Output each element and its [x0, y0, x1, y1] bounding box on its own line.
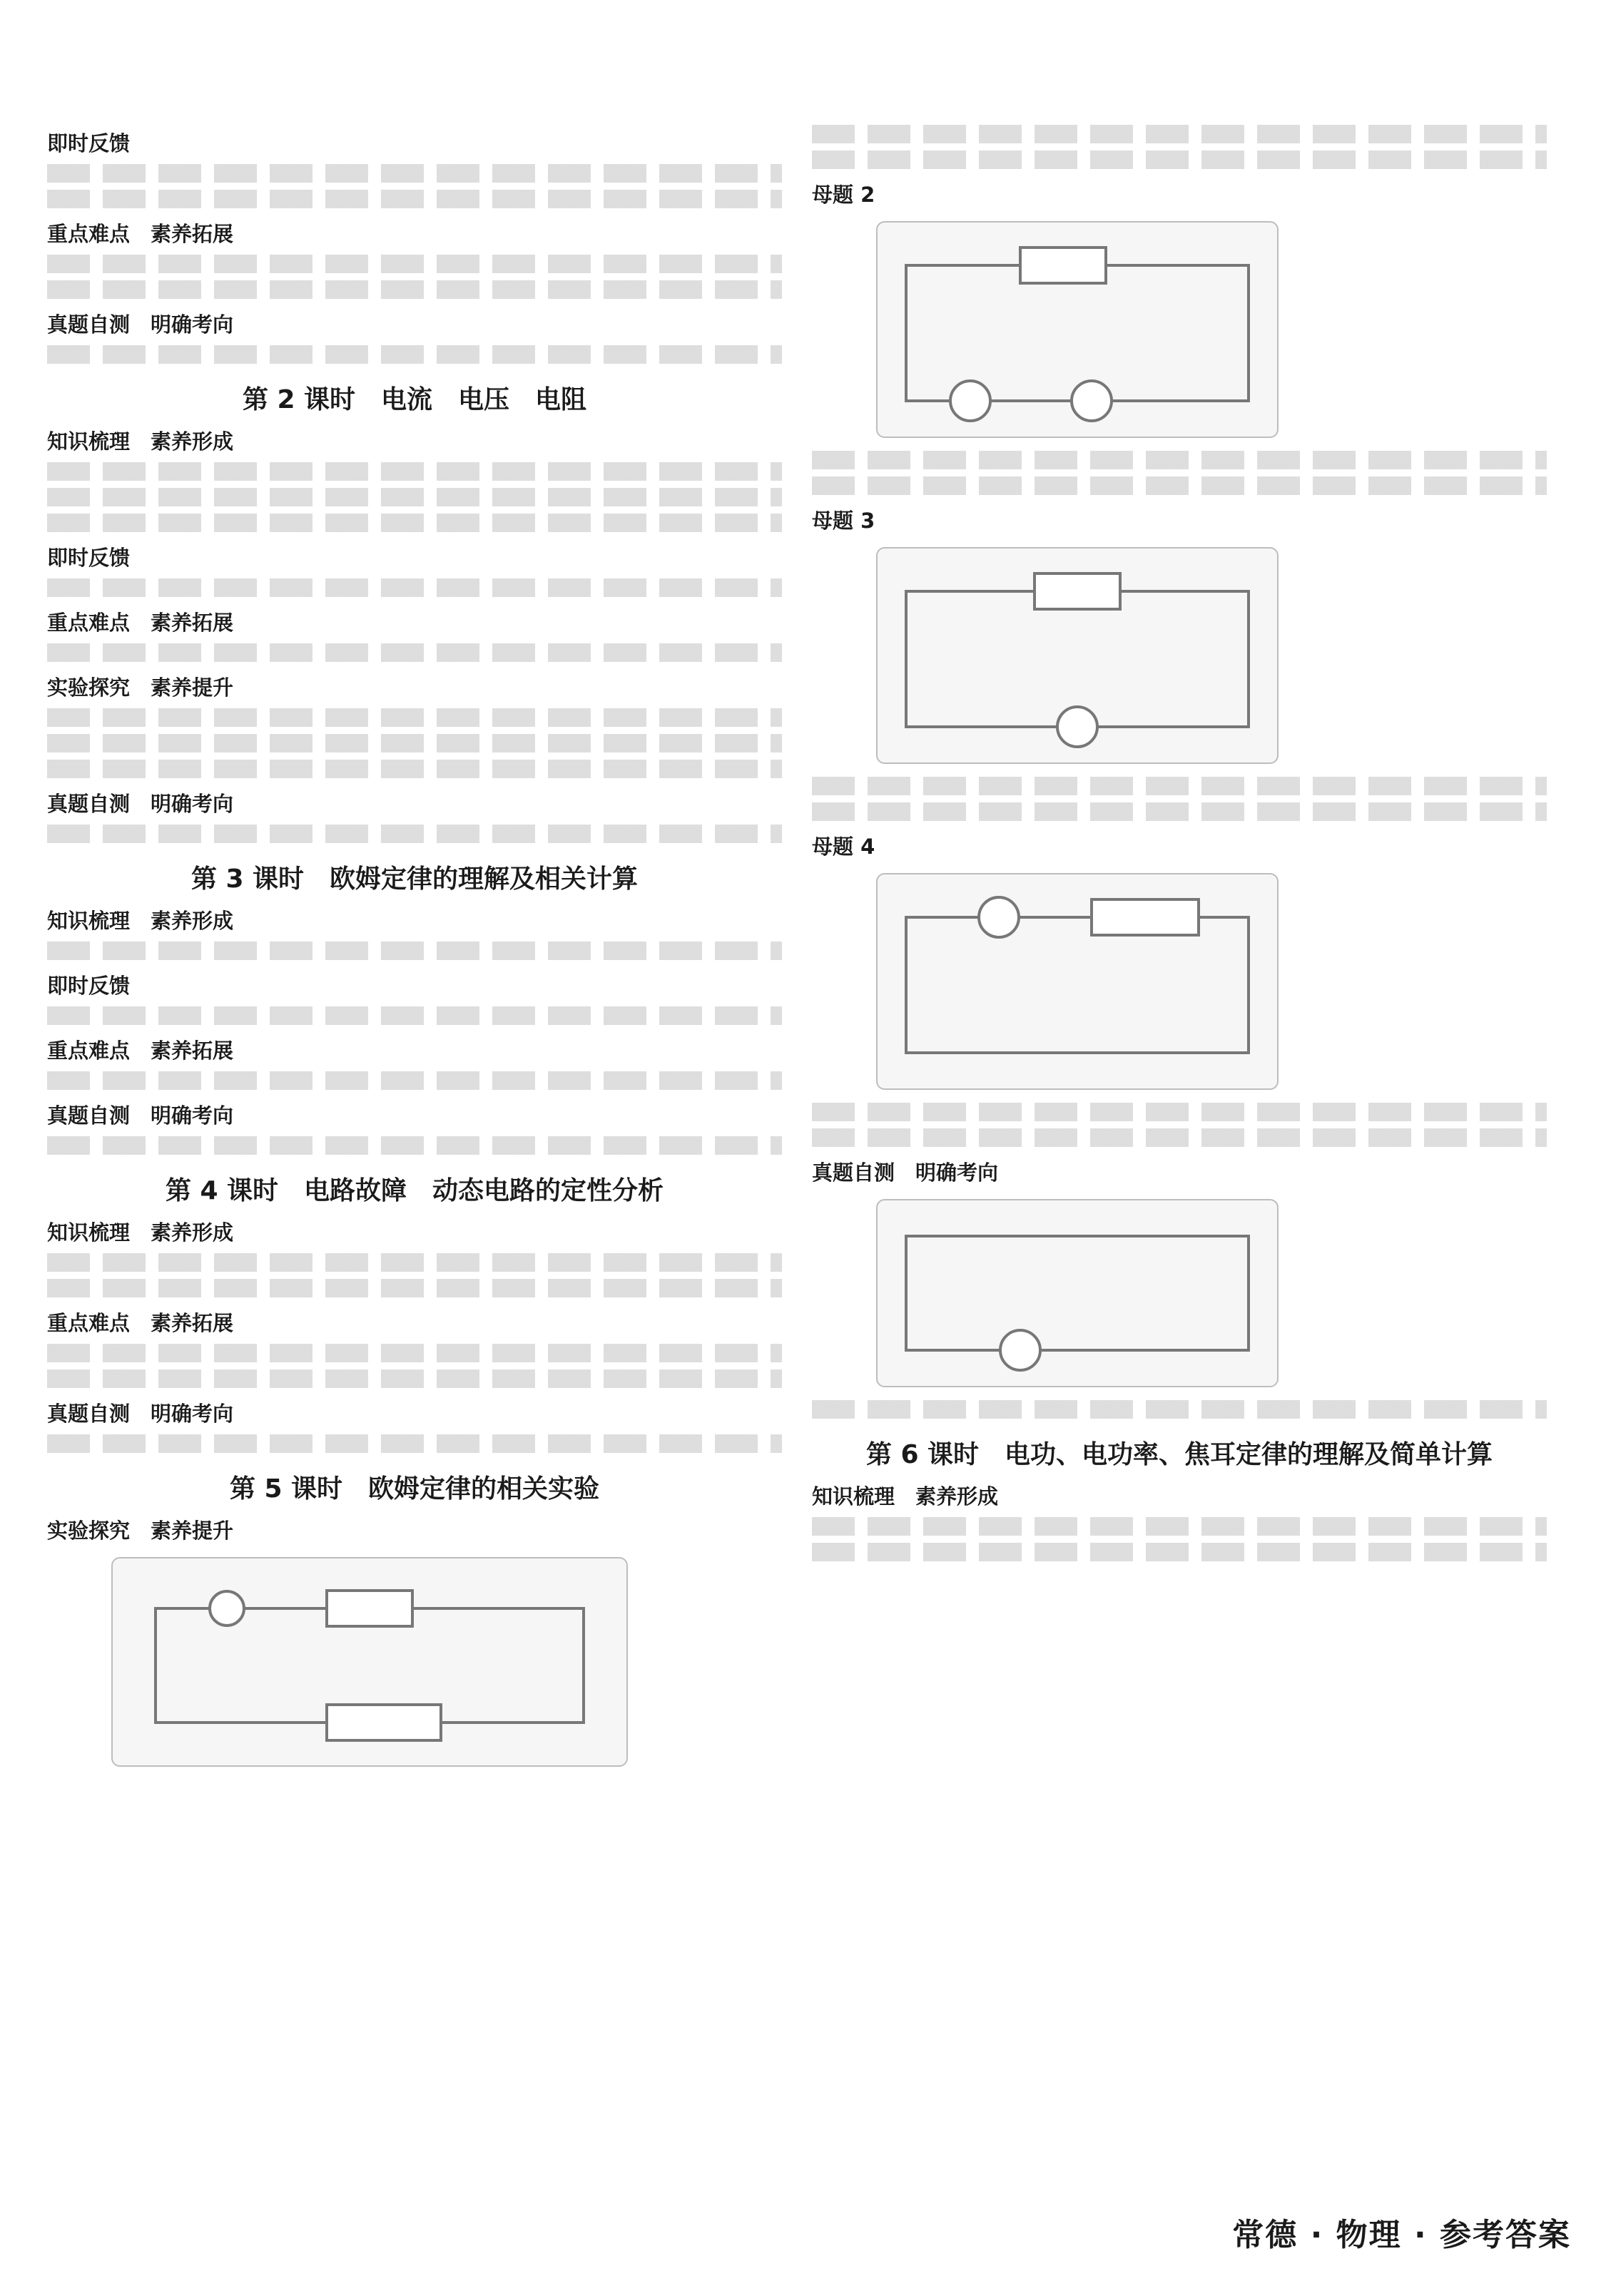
lesson-title: 第 6 课时 电功、电功率、焦耳定律的理解及简单计算 [865, 1440, 1493, 1469]
circuit-diagram-figure [876, 1199, 1279, 1387]
illegible-text-line [47, 825, 782, 843]
section-heading: 即时反馈 [47, 546, 131, 570]
lesson-title: 第 5 课时 欧姆定律的相关实验 [229, 1474, 600, 1504]
illegible-text-line [47, 1136, 782, 1155]
circuit-diagram-placeholder-icon [878, 1200, 1277, 1386]
left-column [47, 118, 782, 1780]
illegible-text-line [47, 1344, 782, 1362]
circuit-diagram-placeholder-icon [113, 1558, 626, 1765]
circuit-diagram-figure [876, 221, 1279, 438]
section-heading: 重点难点 素养拓展 [47, 611, 234, 635]
section-heading: 真题自测 明确考向 [47, 1402, 234, 1426]
illegible-text-line [812, 125, 1547, 143]
illegible-text-line [47, 578, 782, 597]
illegible-text-line [47, 1071, 782, 1090]
illegible-text-line [47, 190, 782, 208]
illegible-text-line [812, 1543, 1547, 1561]
section-heading: 真题自测 明确考向 [47, 792, 234, 816]
circuit-diagram-placeholder-icon [878, 549, 1277, 762]
section-heading: 重点难点 素养拓展 [47, 1039, 234, 1063]
section-heading: 母题 4 [812, 835, 875, 859]
illegible-text-line [812, 802, 1547, 821]
section-heading: 知识梳理 素养形成 [812, 1484, 999, 1509]
illegible-text-line [47, 462, 782, 481]
circuit-diagram-placeholder-icon [878, 874, 1277, 1088]
illegible-text-line [47, 1279, 782, 1297]
section-heading: 实验探究 素养提升 [47, 675, 234, 700]
circuit-diagram-figure [876, 547, 1279, 764]
lesson-title: 第 3 课时 欧姆定律的理解及相关计算 [190, 864, 639, 894]
section-heading: 母题 3 [812, 509, 875, 533]
circuit-diagram-placeholder-icon [878, 223, 1277, 437]
section-heading: 实验探究 素养提升 [47, 1519, 234, 1543]
section-heading: 母题 2 [812, 183, 875, 207]
section-heading: 真题自测 明确考向 [47, 1103, 234, 1128]
section-heading: 重点难点 素养拓展 [47, 222, 234, 246]
section-heading: 真题自测 明确考向 [812, 1160, 999, 1185]
illegible-text-line [47, 942, 782, 960]
illegible-text-line [812, 451, 1547, 469]
illegible-text-line [812, 476, 1547, 495]
illegible-text-line [812, 777, 1547, 795]
section-heading: 重点难点 素养拓展 [47, 1311, 234, 1335]
illegible-text-line [812, 150, 1547, 169]
illegible-text-line [47, 488, 782, 506]
illegible-text-line [47, 1253, 782, 1272]
illegible-text-line [47, 345, 782, 364]
circuit-diagram-figure [111, 1557, 628, 1767]
illegible-text-line [47, 280, 782, 299]
illegible-text-line [47, 1369, 782, 1388]
right-column [812, 118, 1547, 1568]
illegible-text-line [47, 255, 782, 273]
illegible-text-line [812, 1400, 1547, 1419]
illegible-text-line [812, 1103, 1547, 1121]
illegible-text-line [47, 734, 782, 752]
illegible-text-line [47, 643, 782, 662]
section-heading: 知识梳理 素养形成 [47, 909, 234, 933]
illegible-text-line [47, 1006, 782, 1025]
section-heading: 真题自测 明确考向 [47, 312, 234, 337]
illegible-text-line [47, 708, 782, 727]
lesson-title: 第 2 课时 电流 电压 电阻 [242, 385, 587, 414]
illegible-text-line [47, 514, 782, 532]
illegible-text-line [47, 164, 782, 183]
circuit-diagram-figure [876, 873, 1279, 1090]
illegible-text-line [47, 760, 782, 778]
illegible-text-line [812, 1128, 1547, 1147]
illegible-text-line [812, 1517, 1547, 1536]
section-heading: 知识梳理 素养形成 [47, 1220, 234, 1245]
lesson-title: 第 4 课时 电路故障 动态电路的定性分析 [165, 1176, 664, 1205]
section-heading: 即时反馈 [47, 131, 131, 155]
illegible-text-line [47, 1434, 782, 1453]
page-footer: 常德 · 物理 · 参考答案 [1232, 2217, 1571, 2253]
section-heading: 知识梳理 素养形成 [47, 429, 234, 454]
section-heading: 即时反馈 [47, 974, 131, 998]
